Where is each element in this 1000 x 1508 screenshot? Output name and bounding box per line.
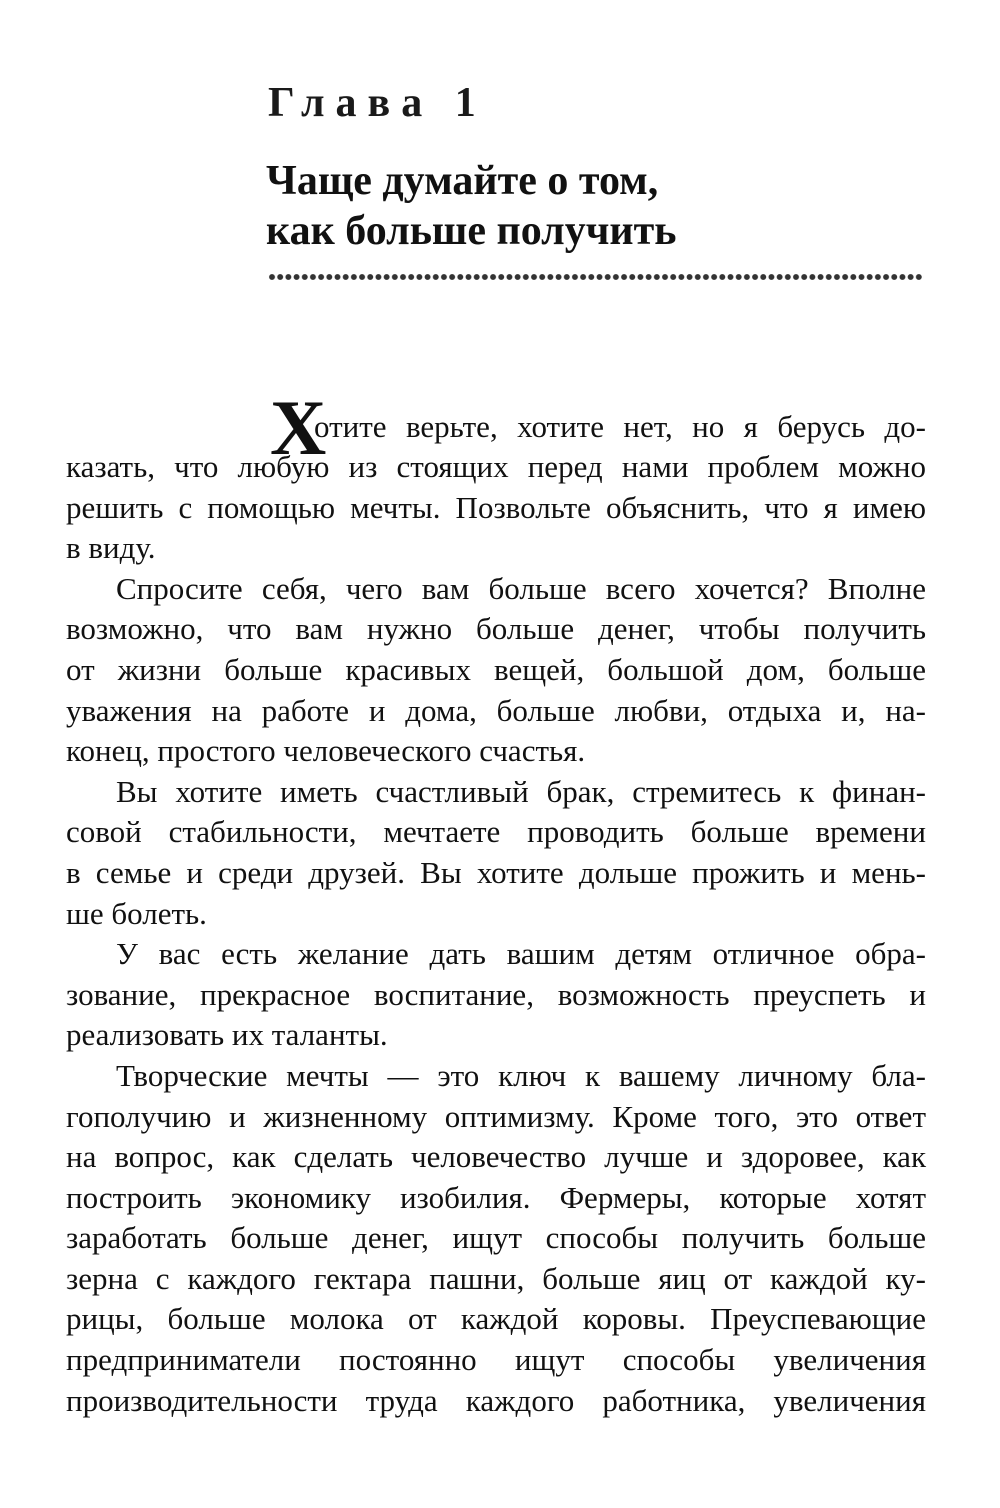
text-line: Творческие мечты — это ключ к вашему личному бла- [116, 1057, 926, 1093]
text-line: зерна с каждого гектара пашни, больше яиц от каждой ку- [66, 1260, 926, 1296]
chapter-title [266, 156, 946, 256]
text-line: совой стабильности, мечтаете проводить больше времени [66, 814, 926, 850]
text-line: в виду. [66, 530, 156, 566]
dotted-divider [268, 273, 924, 283]
text-line: от жизни больше красивых вещей, большой дом, больше [66, 651, 926, 687]
text-line: конец, простого человеческого счастья. [66, 733, 586, 769]
text-line: гополучию и жизненному оптимизму. Кроме того, это ответ [66, 1098, 926, 1134]
text-line: рицы, больше молока от каждой коровы. Преуспевающие [66, 1301, 926, 1337]
chapter-title-line: как больше получить [266, 208, 677, 254]
first-line [270, 384, 926, 471]
text-line: реализовать их таланты. [66, 1017, 388, 1053]
text-line: зование, прекрасное воспитание, возможность преуспеть и [66, 976, 926, 1012]
text-line: заработать больше денег, ищут способы получить больше [66, 1220, 926, 1256]
text-line: на вопрос, как сделать человечество лучше и здоровее, как [66, 1139, 926, 1175]
text-line: в семье и среди друзей. Вы хотите дольше прожить и мень- [66, 854, 926, 890]
text-line: решить с помощью мечты. Позвольте объяснить, что я имею [66, 489, 926, 525]
text-line: У вас есть желание дать вашим детям отличное обра- [116, 936, 926, 972]
text-line: Вы хотите иметь счастливый брак, стремитесь к финан- [116, 773, 926, 809]
body-text [66, 384, 926, 1421]
text-line: ше болеть. [66, 895, 207, 931]
text-line: Спросите себя, чего вам больше всего хочется? Вполне [116, 570, 926, 606]
chapter-label: Глава 1 [268, 80, 487, 126]
text-line: возможно, что вам нужно больше денег, чтобы получить [66, 611, 926, 647]
text-line: отите верьте, хотите нет, но я берусь до- [314, 409, 926, 444]
text-line: казать, что любую из стоящих перед нами проблем можно [66, 449, 926, 484]
text-line: предприниматели постоянно ищут способы увеличения [66, 1342, 926, 1378]
text-line: производительности труда каждого работника, увеличения [66, 1382, 926, 1418]
chapter-title-line: Чаще думайте о том, [266, 158, 659, 204]
text-line: построить экономику изобилия. Фермеры, которые хотят [66, 1179, 926, 1215]
text-line: уважения на работе и дома, больше любви, отдыха и, на- [66, 692, 926, 728]
drop-cap: Х [270, 384, 327, 471]
